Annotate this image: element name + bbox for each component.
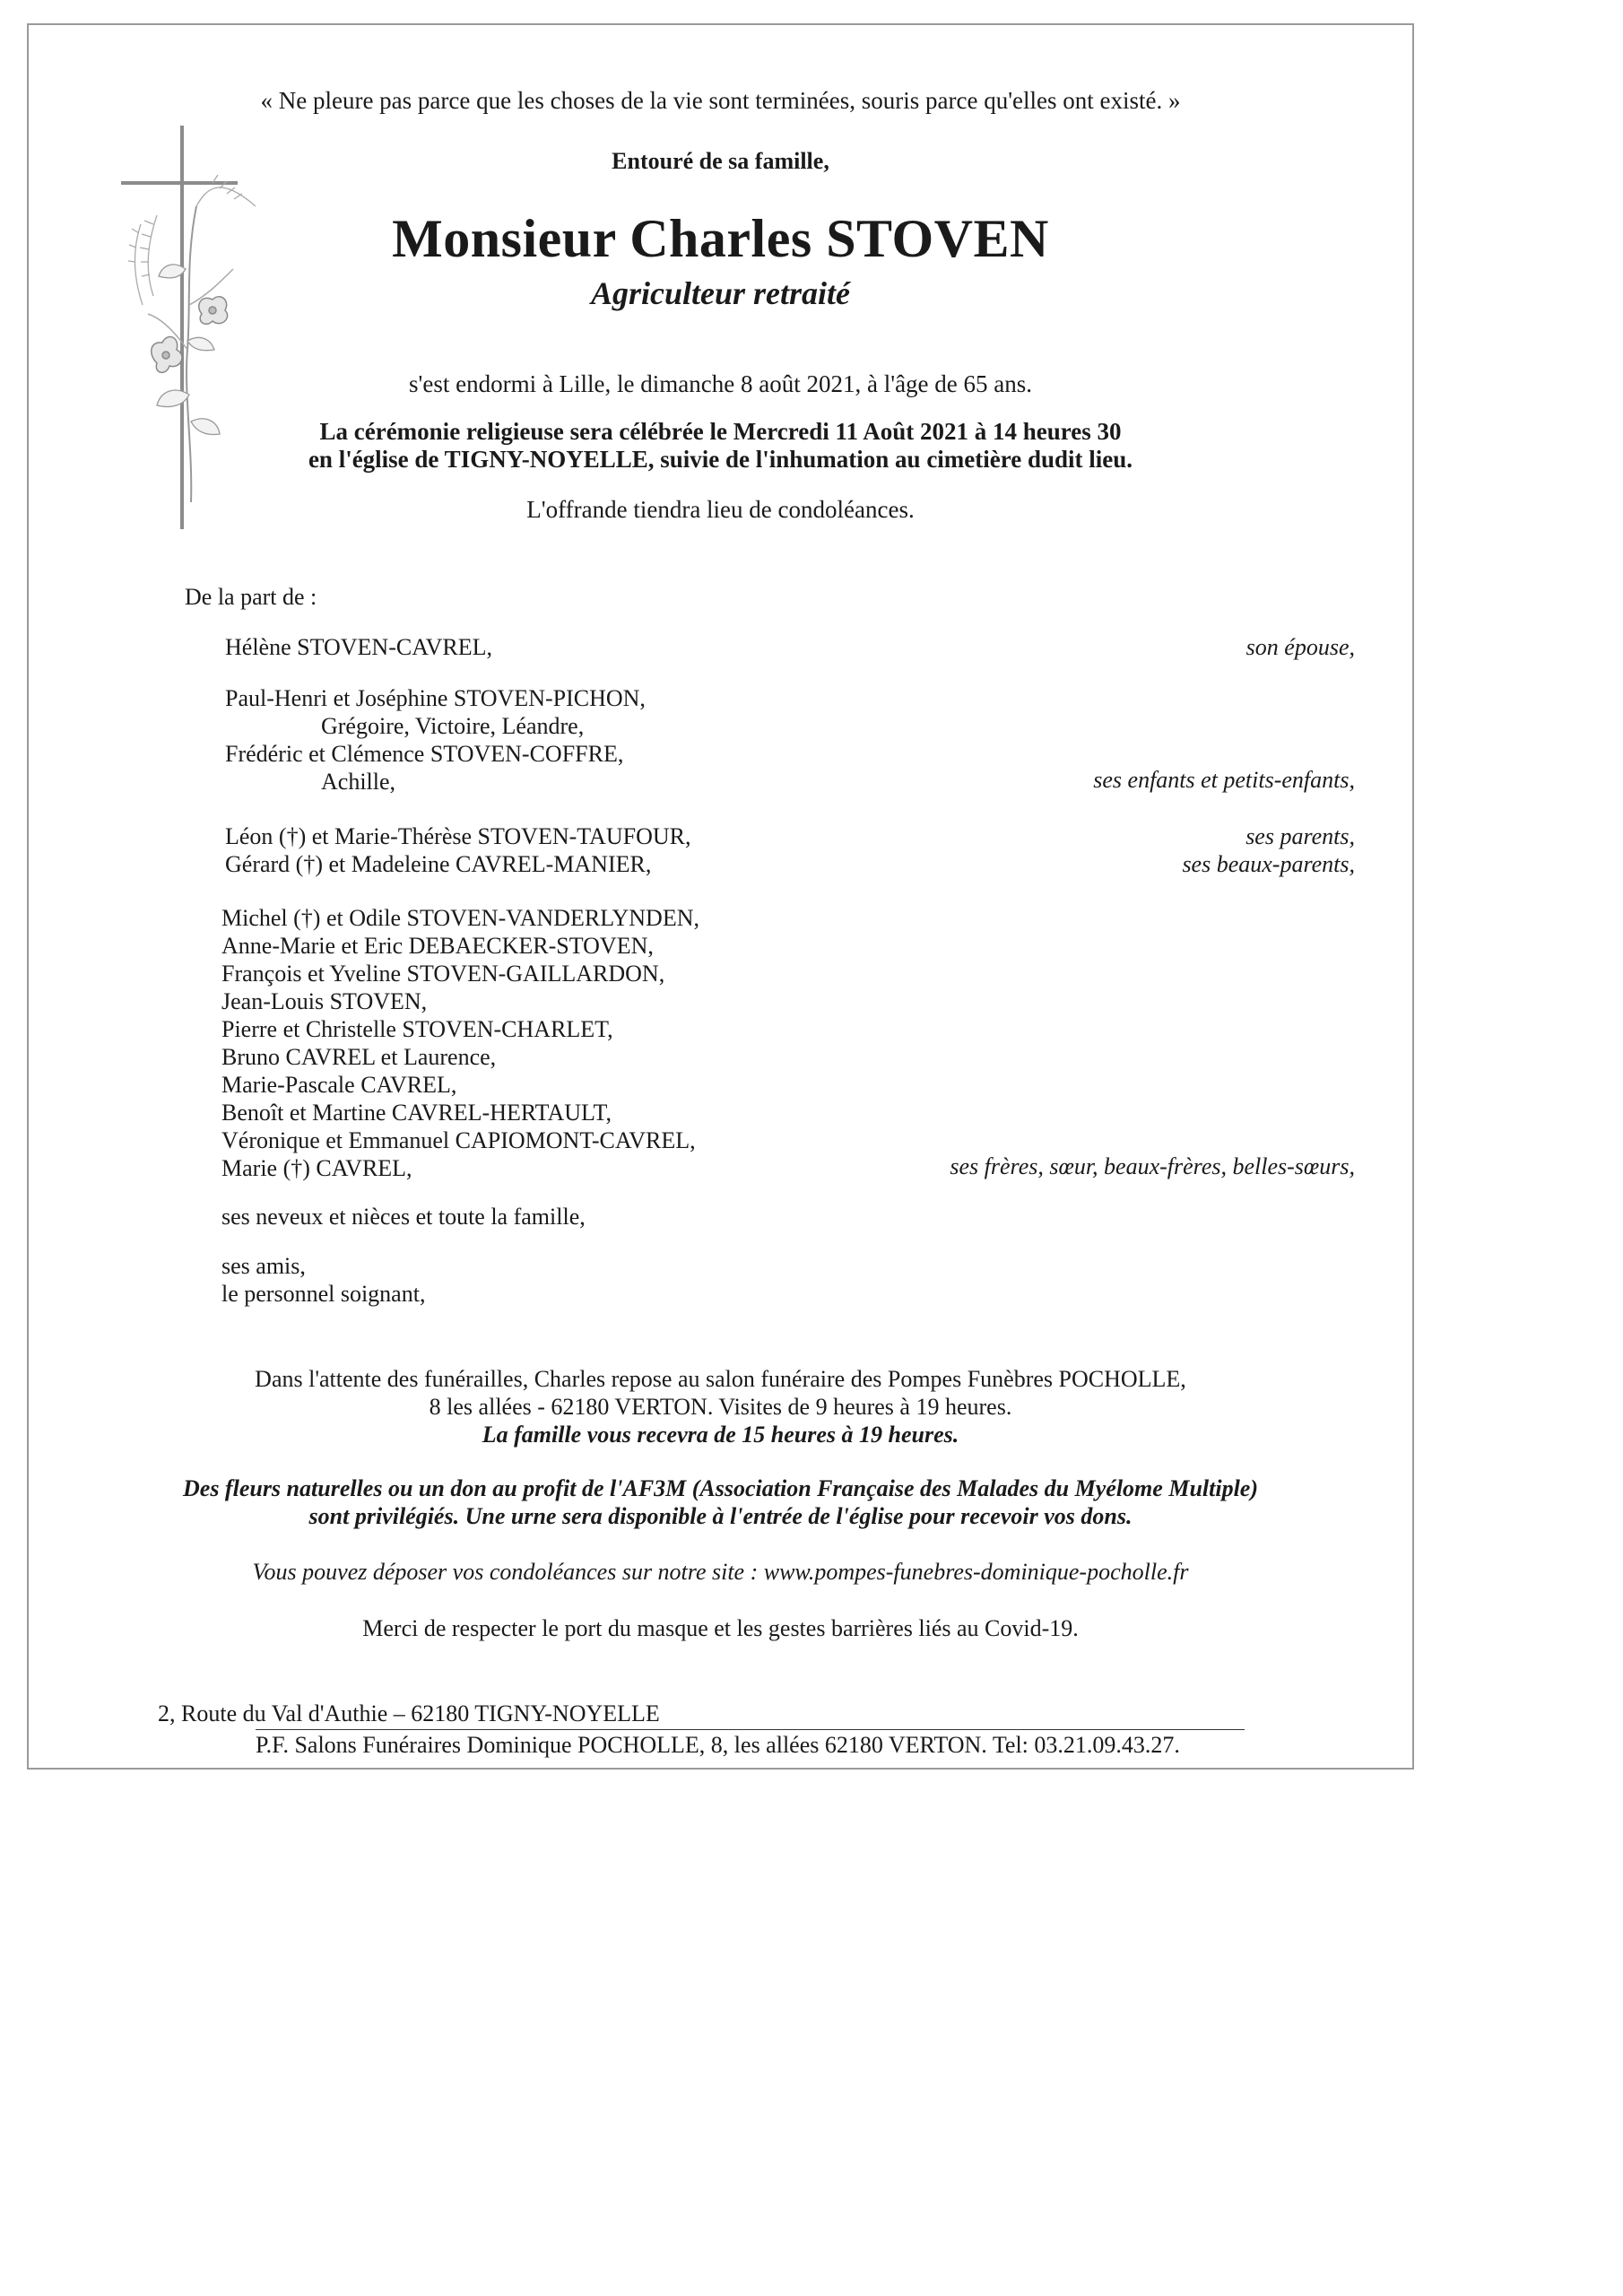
- friends-line: ses amis,: [221, 1253, 306, 1279]
- death-notice: s'est endormi à Lille, le dimanche 8 août 2021, à l'âge de 65 ans.: [408, 370, 1033, 397]
- funeral-home-line-2: 8 les allées - 62180 VERTON. Visites de 9 heures à 19 heures.: [429, 1394, 1012, 1420]
- parents-line: Léon (†) et Marie-Thérèse STOVEN-TAUFOUR,: [225, 823, 691, 849]
- siblings-line: François et Yveline STOVEN-GAILLARDON,: [221, 961, 665, 987]
- flowers-line-1: Des fleurs naturelles ou un don au profit de l'AF3M (Association Française des Malades du Myélome Multiple): [183, 1475, 1258, 1501]
- siblings-line: Anne-Marie et Eric DEBAECKER-STOVEN,: [221, 933, 654, 959]
- children-relation: ses enfants et petits-enfants,: [1093, 767, 1355, 793]
- parents-relation: ses parents,: [1245, 823, 1355, 849]
- covid-line: Merci de respecter le port du masque et les gestes barrières liés au Covid-19.: [362, 1615, 1079, 1641]
- from-label: De la part de :: [185, 584, 317, 610]
- funeral-home-line-3: La famille vous recevra de 15 heures à 19 heures.: [482, 1422, 959, 1448]
- siblings-line: Michel (†) et Odile STOVEN-VANDERLYNDEN,: [221, 905, 699, 931]
- nephews-line: ses neveux et nièces et toute la famille,: [221, 1204, 586, 1230]
- footer-address: 2, Route du Val d'Authie – 62180 TIGNY-NOYELLE: [158, 1700, 660, 1726]
- spouse-relation: son épouse,: [1245, 634, 1355, 660]
- footer-company: P.F. Salons Funéraires Dominique POCHOLLE, 8, les allées 62180 VERTON. Tel: 03.21.09.43.27.: [256, 1732, 1180, 1758]
- epitaph-quote: « Ne pleure pas parce que les choses de la vie sont terminées, souris parce qu'elles ont existé. »: [260, 87, 1181, 114]
- intro-line: Entouré de sa famille,: [612, 148, 829, 174]
- children-line: Achille,: [321, 769, 396, 795]
- children-line: Paul-Henri et Joséphine STOVEN-PICHON,: [225, 685, 646, 711]
- offering-line: L'offrande tiendra lieu de condoléances.: [526, 496, 915, 523]
- siblings-line: Bruno CAVREL et Laurence,: [221, 1044, 497, 1070]
- funeral-home-line-1: Dans l'attente des funérailles, Charles repose au salon funéraire des Pompes Funèbres POCHOLLE,: [255, 1366, 1186, 1392]
- staff-line: le personnel soignant,: [221, 1281, 426, 1307]
- children-line: Frédéric et Clémence STOVEN-COFFRE,: [225, 741, 624, 767]
- footer-rule: [256, 1729, 1245, 1730]
- siblings-relation: ses frères, sœur, beaux-frères, belles-sœurs,: [950, 1153, 1355, 1179]
- ceremony-line-1: La cérémonie religieuse sera célébrée le Mercredi 11 Août 2021 à 14 heures 30: [319, 418, 1122, 445]
- siblings-line: Benoît et Martine CAVREL-HERTAULT,: [221, 1100, 612, 1126]
- deceased-profession: Agriculteur retraité: [590, 275, 851, 311]
- deceased-name: Monsieur Charles STOVEN: [392, 209, 1049, 268]
- spouse-name: Hélène STOVEN-CAVREL,: [225, 634, 493, 660]
- siblings-line: Pierre et Christelle STOVEN-CHARLET,: [221, 1016, 613, 1042]
- ceremony-line-2: en l'église de TIGNY-NOYELLE, suivie de l'inhumation au cimetière dudit lieu.: [308, 446, 1133, 473]
- condolences-line: Vous pouvez déposer vos condoléances sur notre site : www.pompes-funebres-dominique-pocholle.fr: [252, 1559, 1189, 1585]
- siblings-line: Marie (†) CAVREL,: [221, 1155, 412, 1181]
- flowers-line-2: sont privilégiés. Une urne sera disponible à l'entrée de l'église pour recevoir vos dons.: [308, 1503, 1133, 1529]
- siblings-line: Jean-Louis STOVEN,: [221, 988, 428, 1014]
- children-line: Grégoire, Victoire, Léandre,: [321, 713, 585, 739]
- in-laws-relation: ses beaux-parents,: [1182, 851, 1355, 877]
- siblings-line: Véronique et Emmanuel CAPIOMONT-CAVREL,: [221, 1127, 696, 1153]
- parents-line: Gérard (†) et Madeleine CAVREL-MANIER,: [225, 851, 652, 877]
- siblings-line: Marie-Pascale CAVREL,: [221, 1072, 457, 1098]
